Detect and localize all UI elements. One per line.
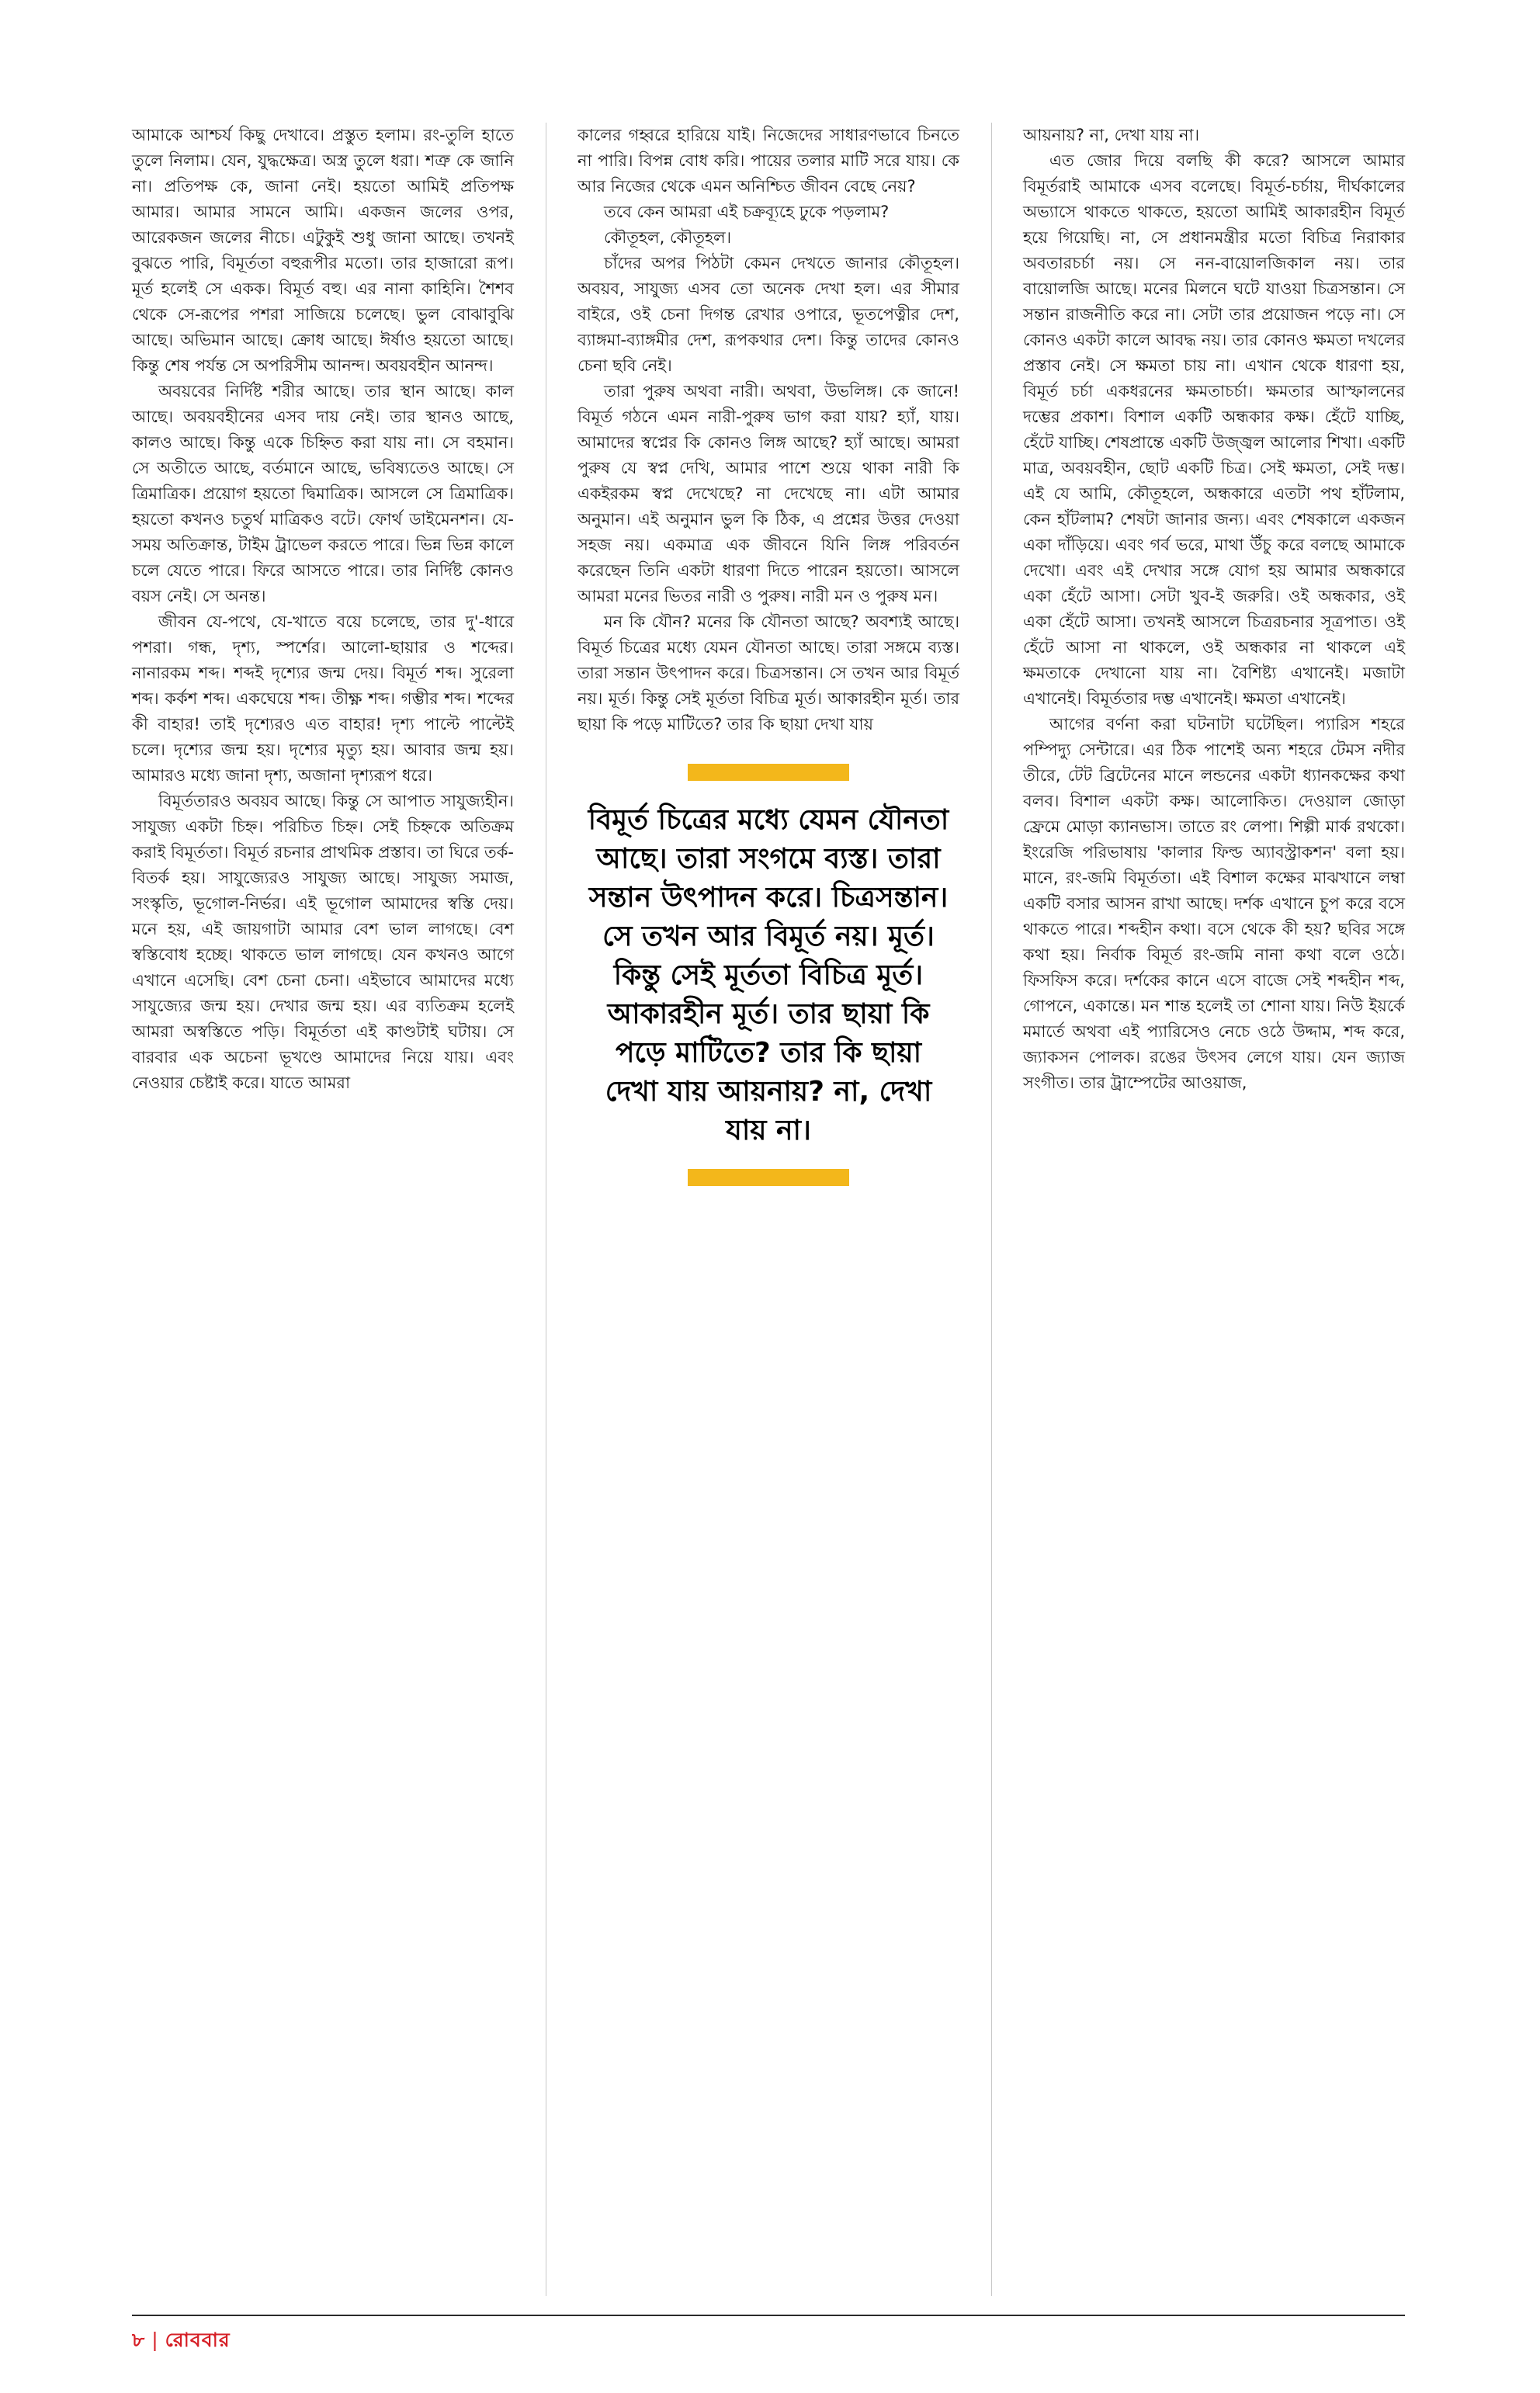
column-3 [1023, 123, 1405, 1096]
paragraph: অবয়বের নির্দিষ্ট শরীর আছে। তার স্থান আছে। কাল আছে। অবয়বহীনের এসব দায় নেই। তার স্থানও আছে, কালও আছে। কিন্তু একে চিহ্নিত করা যায় না। সে বহমান। সে অতীতে আছে, বর্তমানে আছে, ভবিষ্যতেও আছে। সে ত্রিমাত্রিক। প্রয়োগ হয়তো দ্বিমাত্রিক। আসলে সে ত্রিমাত্রিক। হয়তো কখনও চতুর্থ মাত্রিকও বটে। ফোর্থ ডাইমেনশন। যে-সময় অতিক্রান্ত, টাইম ট্রাভেল করতে পারে। ভিন্ন ভিন্ন কালে চলে যেতে পারে। ফিরে আসতে পারে। তার নির্দিষ্ট কোনও বয়স নেই। সে অনন্ত। [132, 382, 514, 605]
paragraph: এত জোর দিয়ে বলছি কী করে? আসলে আমার বিমূর্তরাই আমাকে এসব বলেছে। বিমূর্ত-চর্চায়, দীর্ঘকালের অভ্যাসে থাকতে থাকতে, হয়তো আমিই আকারহীন বিমূর্ত হয়ে গিয়েছি। না, সে প্রধানমন্ত্রীর মতো বিচিত্র নিরাকার অবতারচর্চা নয়। সে নন-বায়োলজিকাল নয়। তার বায়োলজি আছে। মনের মিলনে ঘটে যাওয়া চিত্রসন্তান। সে সন্তান রাজনীতি করে না। সেটা তার প্রয়োজন পড়ে না। সে কোনও একটা কালে আবদ্ধ নয়। তার কোনও ক্ষমতা দখলের প্রস্তাব নেই। সে ক্ষমতা চায় না। এখান থেকে ধারণা হয়, বিমূর্ত চর্চা একধরনের ক্ষমতাচর্চা। ক্ষমতার আস্ফালনের দম্ভের প্রকাশ। বিশাল একটি অন্ধকার কক্ষ। হেঁটে যাচ্ছি, হেঁটে যাচ্ছি। শেষপ্রান্তে একটি উজ্জ্বল আলোর শিখা। একটি মাত্র, অবয়বহীন, ছোট একটি চিত্র। সেই ক্ষমতা, সেই দম্ভ। এই যে আমি, কৌতূহলে, অন্ধকারে এতটা পথ হাঁটলাম, কেন হাঁটলাম? শেষটা জানার জন্য। এবং শেষকালে একজন একা দাঁড়িয়ে। এবং গর্ব ভরে, মাথা উঁচু করে বলছে আমাকে দেখো। এবং এই দেখার সঙ্গে যোগ হয় আমার অন্ধকারে একা হেঁটে আসা। সেটা খুব-ই জরুরি। ওই অন্ধকার, ওই একা হেঁটে আসা। তখনই আসলে চিত্ররচনার সূত্রপাত। ওই হেঁটে আসা না থাকলে, ওই অন্ধকার না থাকলে এই ক্ষমতাকে দেখানো যায় না। বৈশিষ্ট্য এখানেই। মজাটা এখানেই। বিমূর্ততার দম্ভ এখানেই। ক্ষমতা এখানেই। [1023, 151, 1405, 708]
article-columns [132, 123, 1405, 1186]
paragraph: মন কি যৌন? মনের কি যৌনতা আছে? অবশ্যই আছে। বিমূর্ত চিত্রের মধ্যে যেমন যৌনতা আছে। তারা সঙ্গমে ব্যস্ত। তারা সন্তান উৎপাদন করে। চিত্রসন্তান। সে তখন আর বিমূর্ত নয়। মূর্ত। কিন্তু সেই মূর্ততা বিচিত্র মূর্ত। আকারহীন মূর্ত। তার ছায়া কি পড়ে মাটিতে? তার কি ছায়া দেখা যায় [578, 612, 959, 734]
pullquote-top-bar [688, 764, 849, 781]
pullquote-text: বিমূর্ত চিত্রের মধ্যে যেমন যৌনতা আছে। তারা সংগমে ব্যস্ত। তারা সন্তান উৎপাদন করে। চিত্রসন্তান। সে তখন আর বিমূর্ত নয়। মূর্ত। কিন্তু সেই মূর্ততা বিচিত্র মূর্ত। আকারহীন মূর্ত। তার ছায়া কি পড়ে মাটিতে? তার কি ছায়া দেখা যায় আয়নায়? না, দেখা যায় না। [588, 804, 949, 1146]
footer-separator: | [151, 2329, 159, 2351]
paragraph: তারা পুরুষ অথবা নারী। অথবা, উভলিঙ্গ। কে জানে! বিমূর্ত গঠনে এমন নারী-পুরুষ ভাগ করা যায়? হ্যাঁ, যায়। আমাদের স্বপ্নের কি কোনও লিঙ্গ আছে? হ্যাঁ আছে। আমরা পুরুষ যে স্বপ্ন দেখি, আমার পাশে শুয়ে থাকা নারী কি একইরকম স্বপ্ন দেখেছে? না দেখেছে না। এটা আমার অনুমান। এই অনুমান ভুল কি ঠিক, এ প্রশ্নের উত্তর দেওয়া সহজ নয়। একমাত্র এক জীবনে যিনি লিঙ্গ পরিবর্তন করেছেন তিনি একটা ধারণা দিতে পারেন হয়তো। আসলে আমরা মনের ভিতর নারী ও পুরুষ। নারী মন ও পুরুষ মন। [578, 382, 959, 605]
column-2 [578, 123, 959, 1186]
paragraph: বিমূর্ততারও অবয়ব আছে। কিন্তু সে আপাত সাযুজ্যহীন। সাযুজ্য একটা চিহ্ন। পরিচিত চিহ্ন। সেই চিহ্নকে অতিক্রম করাই বিমূর্ততা। বিমূর্ত রচনার প্রাথমিক প্রস্তাব। তা ঘিরে তর্ক-বিতর্ক হয়। সাযুজ্যেরও সাযুজ্য আছে। সাযুজ্য সমাজ, সংস্কৃতি, ভূগোল-নির্ভর। এই ভূগোল আমাদের স্বস্তি দেয়। মনে হয়, এই জায়গাটা আমার বেশ ভাল লাগছে। বেশ স্বস্তিবোধ হচ্ছে। থাকতে ভাল লাগছে। যেন কখনও আগে এখানে এসেছি। বেশ চেনা চেনা। এইভাবে আমাদের মধ্যে সাযুজ্যের জন্ম হয়। দেখার জন্ম হয়। এর ব্যতিক্রম হলেই আমরা অস্বস্তিতে পড়ি। বিমূর্ততা এই কাণ্ডটাই ঘটায়। সে বারবার এক অচেনা ভূখণ্ডে আমাদের নিয়ে যায়। এবং নেওয়ার চেষ্টাই করে। যাতে আমরা [132, 792, 514, 1092]
column-1 [132, 123, 514, 1096]
paragraph: কালের গহ্বরে হারিয়ে যাই। নিজেদের সাধারণভাবে চিনতে না পারি। বিপন্ন বোধ করি। পায়ের তলার মাটি সরে যায়। কে আর নিজের থেকে এমন অনিশ্চিত জীবন বেছে নেয়? [578, 126, 959, 196]
footer [132, 2329, 231, 2352]
pull-quote [578, 764, 959, 1186]
paragraph: জীবন যে-পথে, যে-খাতে বয়ে চলেছে, তার দু'-ধারে পশরা। গন্ধ, দৃশ্য, স্পর্শের। আলো-ছায়ার ও শব্দের। নানারকম শব্দ। শব্দই দৃশ্যের জন্ম দেয়। বিমূর্ত শব্দ। সুরেলা শব্দ। কর্কশ শব্দ। একঘেয়ে শব্দ। তীক্ষ্ণ শব্দ। গম্ভীর শব্দ। শব্দের কী বাহার! তাই দৃশ্যেরও এত বাহার! দৃশ্য পাল্টে পাল্টেই চলে। দৃশ্যের জন্ম হয়। দৃশ্যের মৃত্যু হয়। আবার জন্ম হয়। আমারও মধ্যে জানা দৃশ্য, অজানা দৃশ্যরূপ ধরে। [132, 612, 514, 785]
paragraph: তবে কেন আমরা এই চক্রব্যূহে ঢুকে পড়লাম? [604, 203, 890, 221]
publication-name: রোববার [165, 2329, 231, 2351]
paragraph: আয়নায়? না, দেখা যায় না। [1023, 126, 1200, 144]
paragraph: কৌতূহল, কৌতূহল। [604, 228, 732, 247]
paragraph: আমাকে আশ্চর্য কিছু দেখাবে। প্রস্তুত হলাম। রং-তুলি হাতে তুলে নিলাম। যেন, যুদ্ধক্ষেত্র। অস্ত্র তুলে ধরা। শত্রু কে জানি না। প্রতিপক্ষ কে, জানা নেই। হয়তো আমিই প্রতিপক্ষ আমার। আমার সামনে আমি। একজন জলের ওপর, আরেকজন জলের নীচে। এটুকুই শুধু জানা আছে। তখনই বুঝতে পারি, বিমূর্ততা বহুরূপীর মতো। তার হাজারো রূপ। মূর্ত হলেই সে একক। বিমূর্ত বহু। এর নানা কাহিনি। শৈশব থেকে সে-রূপের পশরা সাজিয়ে চলেছে। ভুল বোঝাবুঝি আছে। অভিমান আছে। ক্রোধ আছে। ঈর্ষাও হয়তো আছে। কিন্তু শেষ পর্যন্ত সে অপরিসীম আনন্দ। অবয়বহীন আনন্দ। [132, 126, 514, 375]
paragraph: চাঁদের অপর পিঠটা কেমন দেখতে জানার কৌতূহল। অবয়ব, সাযুজ্য এসব তো অনেক দেখা হল। এর সীমার বাইরে, ওই চেনা দিগন্ত রেখার ওপারে, ভূতপেত্নীর দেশ, ব্যাঙ্গমা-ব্যাঙ্গমীর দেশ, রূপকথার দেশ। কিন্তু তাদের কোনও চেনা ছবি নেই। [578, 254, 959, 375]
paragraph: আগের বর্ণনা করা ঘটনাটা ঘটেছিল। প্যারিস শহরে পম্পিদ্যু সেন্টারে। এর ঠিক পাশেই অন্য শহরে টেমস নদীর তীরে, টেট ব্রিটেনের মানে লন্ডনের একটা ধ্যানকক্ষের কথা বলব। বিশাল একটা কক্ষ। আলোকিত। দেওয়াল জোড়া ফ্রেমে মোড়া ক্যানভাস। তাতে রং লেপা। শিল্পী মার্ক রথকো। ইংরেজি পরিভাষায় 'কালার ফিল্ড অ্যাবস্ট্রাকশন' বলা হয়। মানে, রং-জমি বিমূর্ততা। এই বিশাল কক্ষের মাঝখানে লম্বা একটি বসার আসন রাখা আছে। দর্শক এখানে চুপ করে বসে থাকতে পারে। শব্দহীন কথা। বসে থেকে কী হয়? ছবির সঙ্গে কথা হয়। নির্বাক বিমূর্ত রং-জমি নানা কথা বলে ওঠে। ফিসফিস করে। দর্শকের কানে এসে বাজে সেই শব্দহীন শব্দ, গোপনে, একান্তে। মন শান্ত হলেই তা শোনা যায়। নিউ ইয়র্কে মমার্তে অথবা এই প্যারিসেও নেচে ওঠে উদ্দাম, শব্দ করে, জ্যাকসন পোলক। রঙের উৎসব লেগে যায়। যেন জ্যাজ সংগীত। তার ট্রাম্পেটের আওয়াজ, [1023, 715, 1405, 1092]
page-number: ৮ [132, 2329, 146, 2351]
footer-rule [132, 2315, 1405, 2316]
pullquote-bottom-bar [688, 1169, 849, 1186]
